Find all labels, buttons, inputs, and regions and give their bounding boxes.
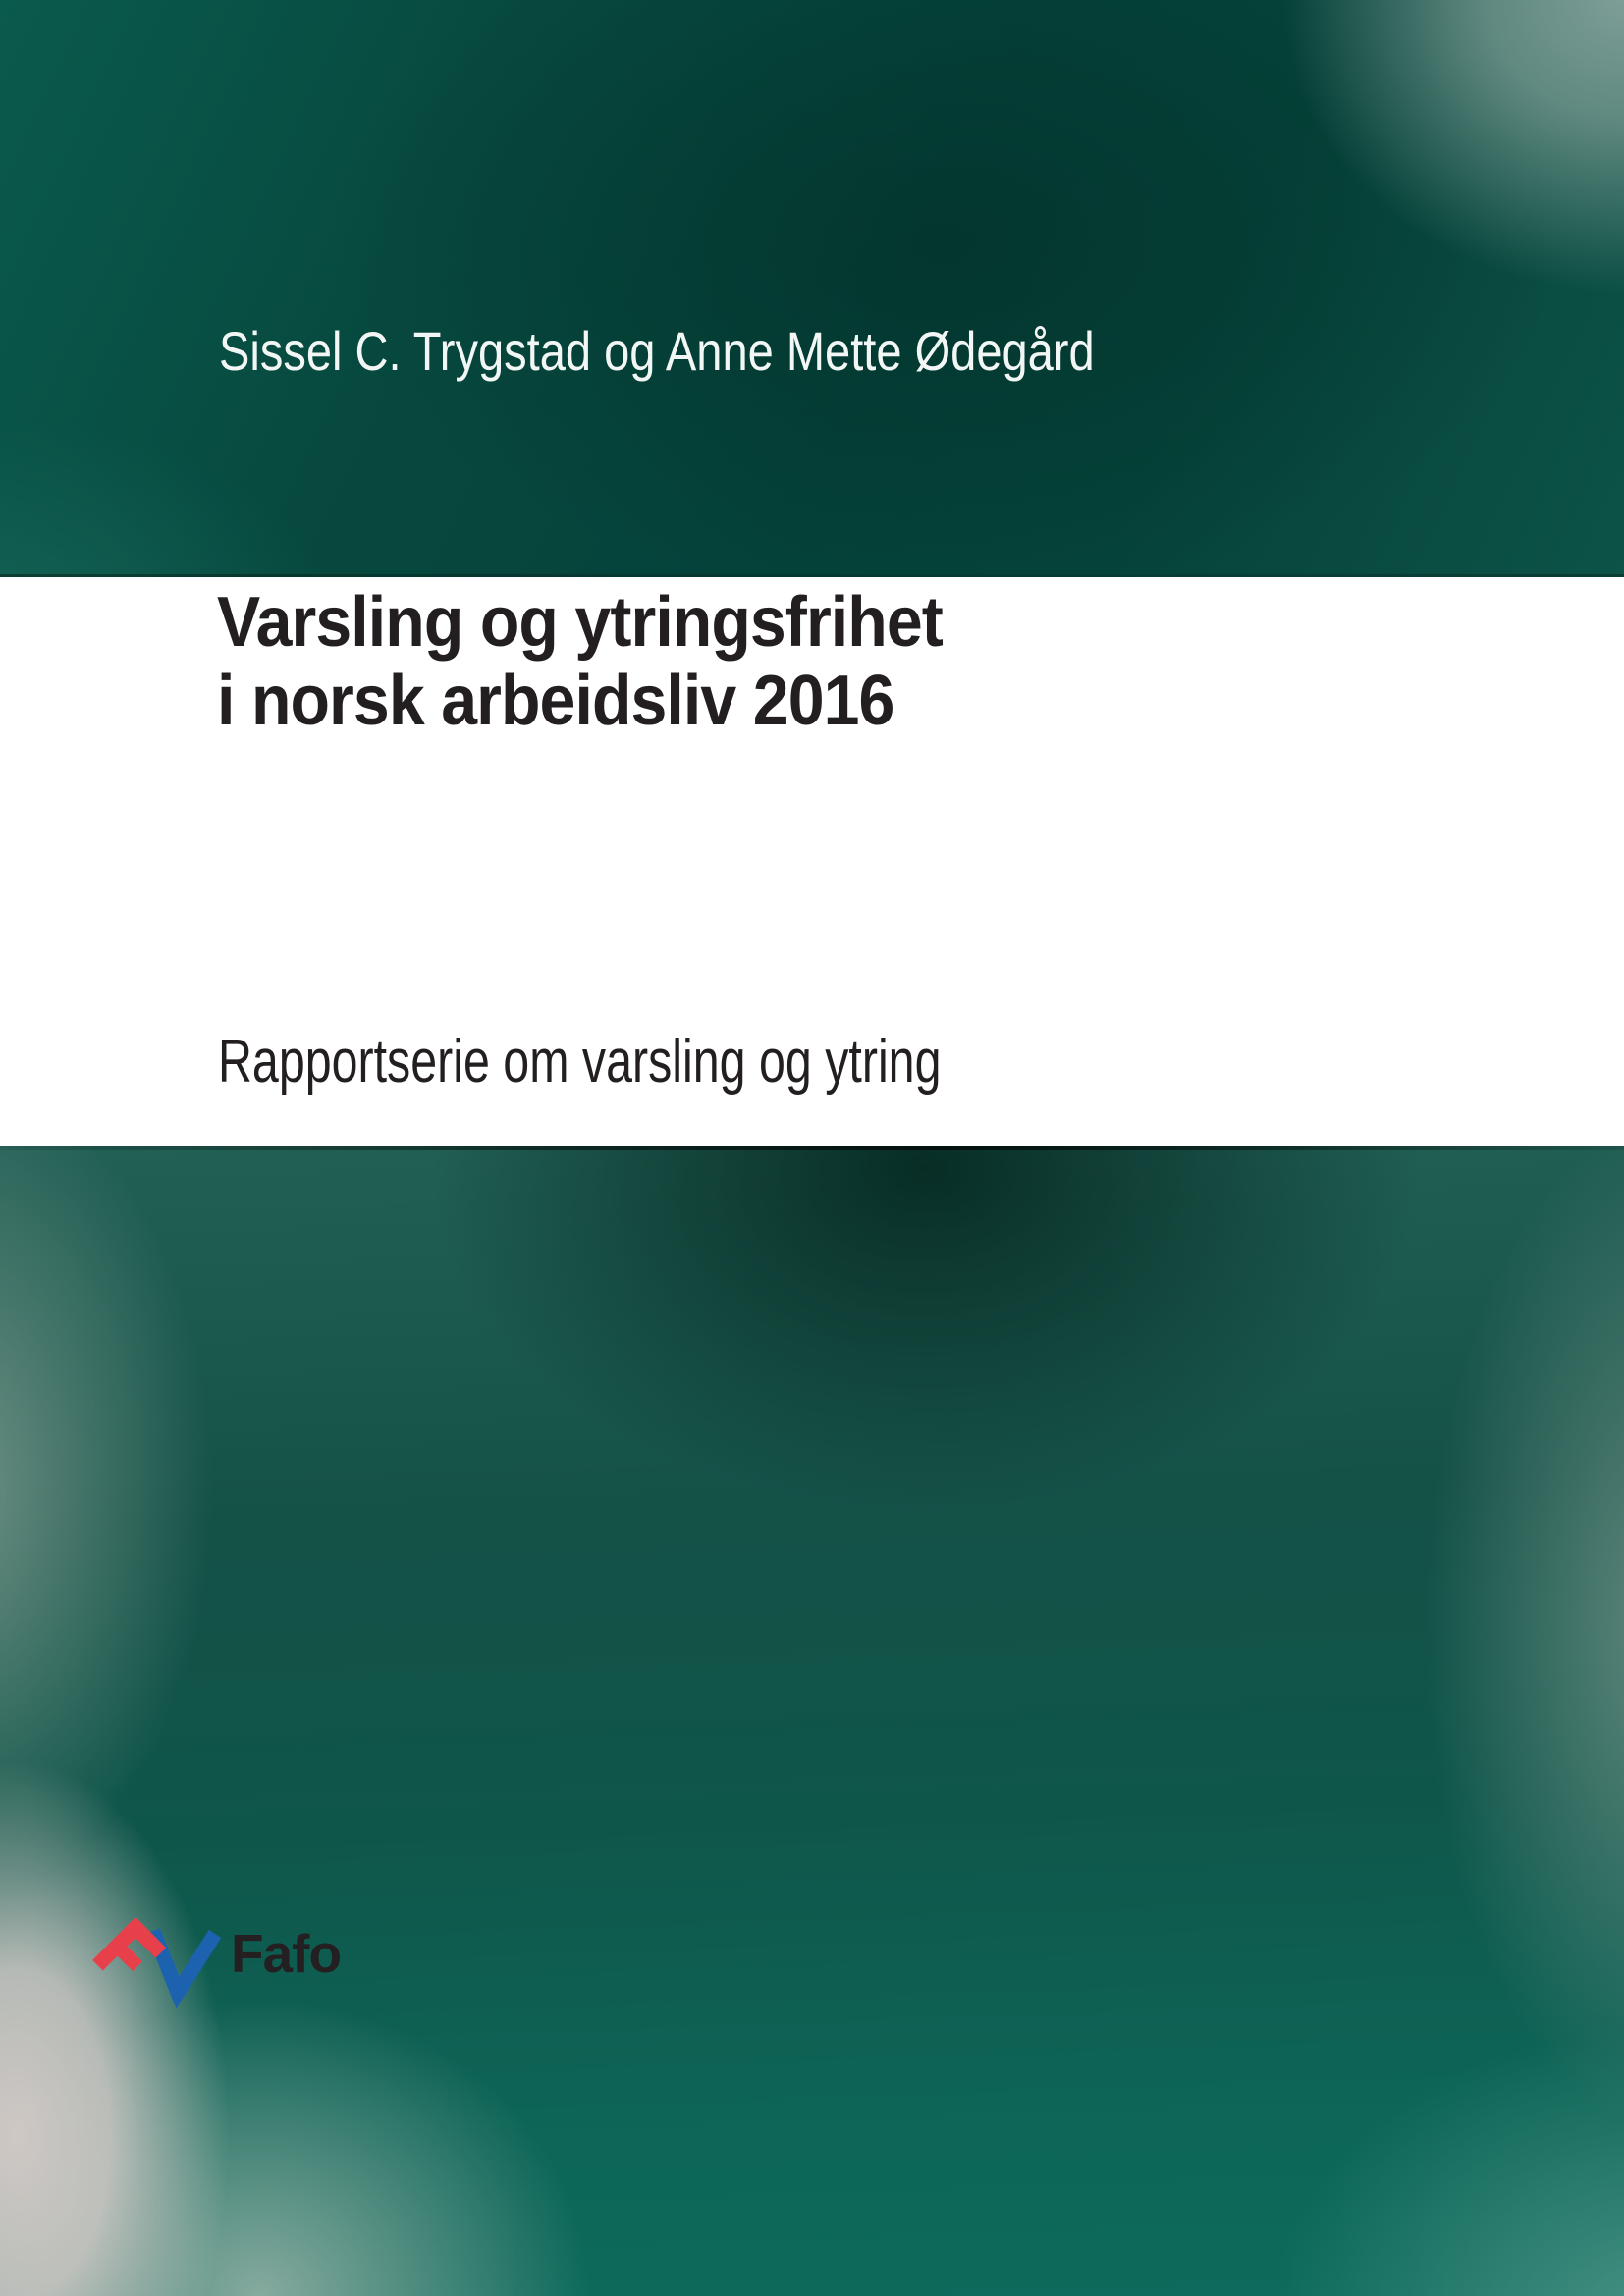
fafo-logo-text: Fafo: [231, 1923, 342, 1984]
report-title: [217, 583, 943, 740]
title-section: [0, 577, 1624, 1146]
top-band: [0, 0, 1624, 577]
fafo-logo: [91, 1906, 504, 2014]
report-title-line2: i norsk arbeidsliv 2016: [217, 662, 894, 740]
bottom-band: [0, 1146, 1624, 2296]
report-title-line1: Varsling og ytringsfrihet: [217, 583, 943, 662]
series-subtitle: Rapportserie om varsling og ytring: [218, 1028, 942, 1095]
band-divider: [0, 1146, 1624, 1150]
authors-line: Sissel C. Trygstad og Anne Mette Ødegård: [219, 320, 1095, 382]
fafo-logo-icon: [91, 1906, 229, 2012]
